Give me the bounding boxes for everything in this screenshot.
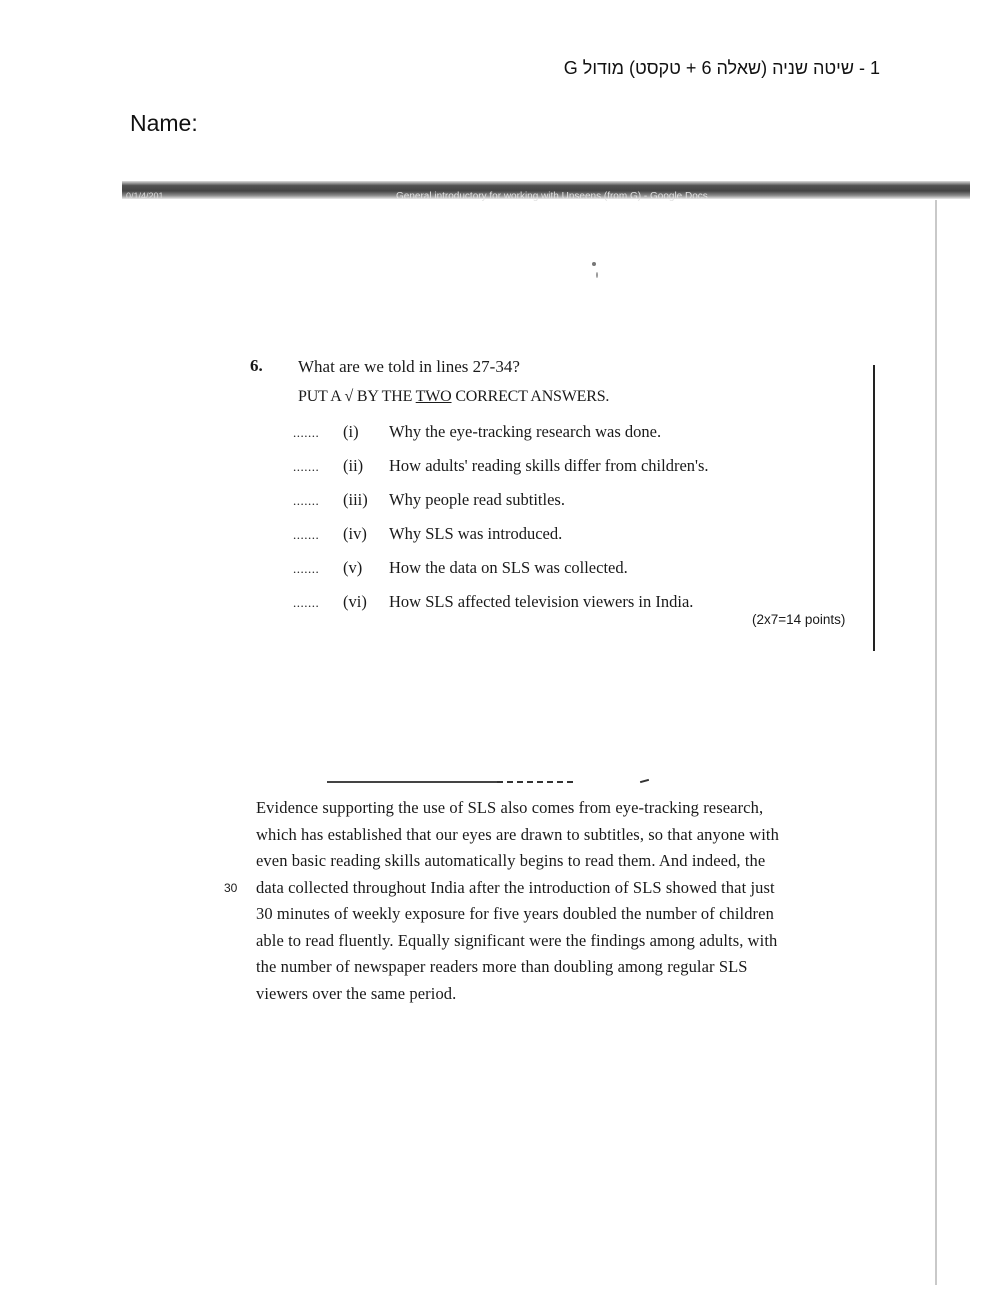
answer-option	[293, 556, 853, 590]
passage-line: Evidence supporting the use of SLS also comes from eye-tracking research,	[256, 798, 764, 817]
answer-blank: .......	[293, 425, 320, 440]
answer-option	[293, 488, 853, 522]
scan-speck	[592, 262, 596, 266]
scan-speck	[596, 272, 598, 278]
points-label: (2x7=14 points)	[752, 612, 846, 627]
question-instruction	[298, 388, 609, 406]
passage-line: data collected throughout India after the introduction of SLS showed that just	[256, 877, 775, 897]
option-numeral: (vi)	[343, 592, 367, 611]
option-numeral: (iv)	[343, 524, 367, 543]
passage-line: able to read fluently. Equally significant were the findings among adults, with	[256, 930, 778, 950]
question-box-border	[873, 365, 875, 651]
answer-option	[293, 522, 853, 556]
scan-bar-title: General introductory for working with Unseens (from G) - Google Docs	[396, 191, 708, 202]
scan-edge-line	[935, 200, 937, 1285]
answer-blank: .......	[293, 527, 320, 542]
option-text: How adults' reading skills differ from children's.	[389, 456, 709, 475]
option-numeral: (ii)	[343, 456, 364, 475]
question-text: What are we told in lines 27-34?	[298, 357, 520, 376]
instruction-part: PUT A √ BY THE	[298, 388, 416, 405]
passage-line: 30 minutes of weekly exposure for five years doubled the number of children	[256, 904, 774, 923]
answer-blank: .......	[293, 561, 320, 576]
answer-blank: .......	[293, 493, 320, 508]
passage-line: which has established that our eyes are drawn to subtitles, so that anyone with	[256, 824, 779, 844]
option-text: Why people read subtitles.	[389, 490, 565, 509]
passage-line: the number of newspaper readers more than doubling among regular SLS	[256, 957, 748, 976]
cut-line-fragment	[497, 781, 577, 783]
option-text: How the data on SLS was collected.	[389, 558, 628, 577]
option-numeral: (i)	[343, 422, 359, 441]
question-number: 6.	[250, 356, 263, 375]
passage-text	[256, 795, 856, 1007]
name-label: Name:	[130, 110, 198, 136]
answer-option	[293, 420, 853, 454]
answer-blank: .......	[293, 459, 320, 474]
answer-option	[293, 454, 853, 488]
option-numeral: (iii)	[343, 490, 368, 509]
instruction-part: CORRECT ANSWERS.	[451, 388, 610, 405]
passage-line: even basic reading skills automatically begins to read them. And indeed, the	[256, 851, 766, 870]
option-numeral: (v)	[343, 558, 363, 577]
option-text: Why the eye-tracking research was done.	[389, 422, 662, 441]
cut-line	[327, 781, 497, 783]
scan-bar-date: 0/1/4/201	[126, 191, 164, 201]
passage-line-number: 30	[224, 881, 238, 895]
answer-blank: .......	[293, 595, 320, 610]
instruction-emphasis: TWO	[415, 388, 452, 405]
cut-mark	[640, 779, 649, 783]
page-header-hebrew: 1 - שיטה שניה (שאלה 6 + טקסט) מודול G	[563, 58, 880, 78]
option-text: How SLS affected television viewers in India.	[389, 592, 694, 611]
option-text: Why SLS was introduced.	[389, 524, 563, 543]
answer-options	[293, 420, 853, 624]
passage-line: viewers over the same period.	[256, 983, 457, 1003]
